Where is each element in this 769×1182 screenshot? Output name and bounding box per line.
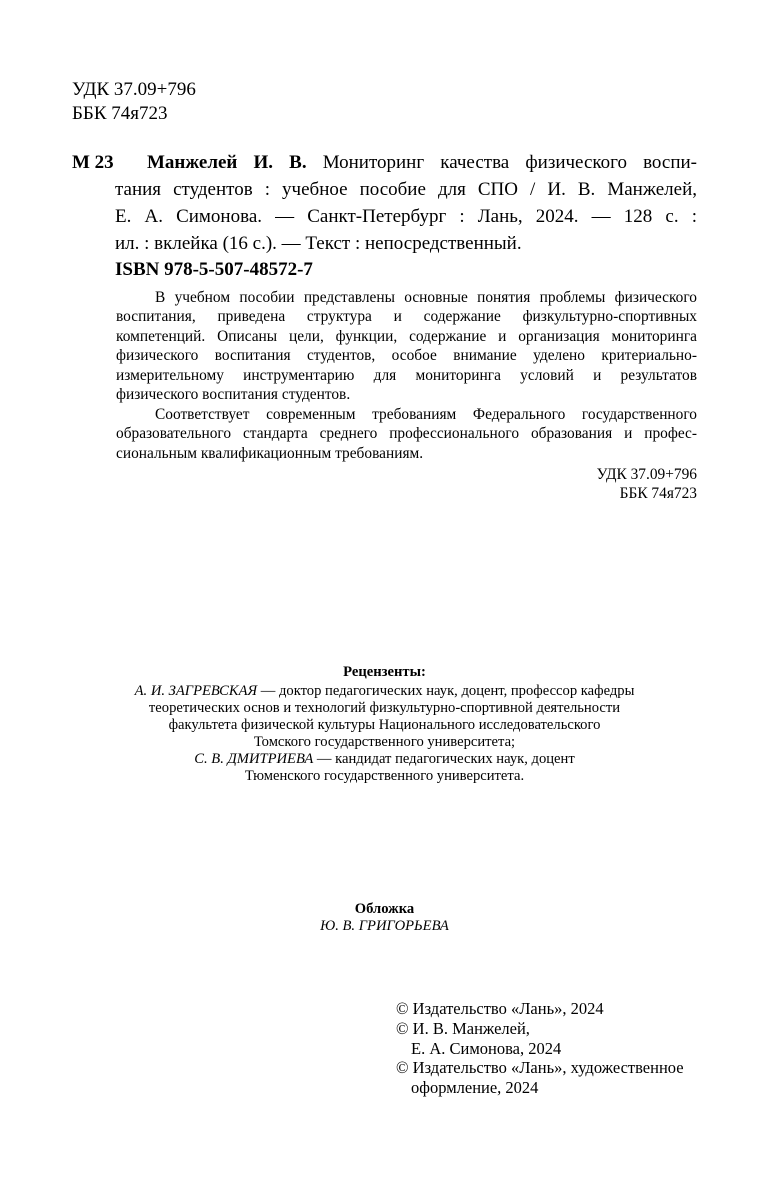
isbn: ISBN 978-5-507-48572-7: [115, 259, 313, 280]
abstract-line: воспитания, приведена структура и содержание физкультурно-спортивных: [116, 308, 697, 325]
cover-designer: Ю. В. ГРИГОРЬЕВА: [320, 918, 449, 934]
cover-heading: Обложка: [354, 901, 415, 917]
copyright-design-1: © Издательство «Лань», художественное: [396, 1058, 684, 1077]
reviewer-2-title: — кандидат педагогических наук, доцент: [313, 751, 575, 767]
abstract-line: физического воспитания студентов.: [116, 386, 351, 403]
abstract-udk: УДК 37.09+796: [596, 466, 697, 483]
abstract-line: образовательного стандарта среднего профессионального образования и профес-: [116, 425, 697, 442]
bibliographic-line-4: ил. : вклейка (16 с.). — Текст : непосредственный.: [115, 233, 522, 254]
reviewer-1-line-1: [0, 683, 769, 700]
bbk-code: ББК 74я723: [72, 103, 168, 124]
abstract-line: компетенций. Описаны цели, функции, содержание и организация мониторинга: [116, 328, 697, 345]
reviewer-1-line-2: теоретических основ и технологий физкультурно-спортивной деятельности: [148, 700, 621, 716]
copyright-author-2: Е. А. Симонова, 2024: [411, 1039, 562, 1058]
reviewer-1-line-3: факультета физической культуры Национального исследовательского: [168, 717, 601, 733]
author-name: Манжелей И. В.: [147, 152, 307, 173]
copyright-design-2: оформление, 2024: [411, 1078, 539, 1097]
abstract-bbk: ББК 74я723: [619, 485, 697, 502]
reviewer-2-line-1: [0, 751, 769, 768]
abstract-line: физического воспитания студентов, особое внимание уделено критериально-: [116, 347, 697, 364]
udk-code: УДК 37.09+796: [72, 79, 196, 100]
bibliographic-line-3: Е. А. Симонова. — Санкт-Петербург : Лань, 2024. — 128 с. :: [115, 206, 697, 227]
abstract-line: Соответствует современным требованиям Федерального государственного: [155, 406, 697, 423]
reviewer-1-line-4: Томского государственного университета;: [253, 734, 516, 750]
reviewer-2-line-2: Тюменского государственного университета.: [244, 768, 525, 784]
abstract-line: сиональным квалификационным требованиям.: [116, 445, 424, 462]
reviewer-1-name: А. И. ЗАГРЕВСКАЯ: [134, 683, 258, 699]
reviewer-1-title: — доктор педагогических наук, доцент, профессор кафедры: [257, 683, 635, 699]
copyright-author-1: © И. В. Манжелей,: [396, 1019, 530, 1038]
reviewer-2-name: С. В. ДМИТРИЕВА: [194, 751, 314, 767]
title-start: Мониторинг качества физического воспи-: [322, 152, 698, 173]
bibliographic-line-1: [147, 149, 697, 176]
copyright-publisher: © Издательство «Лань», 2024: [396, 999, 604, 1018]
reviewers-heading: Рецензенты:: [343, 664, 426, 680]
bibliographic-line-2: тания студентов : учебное пособие для СПО / И. В. Манжелей,: [115, 179, 697, 200]
author-mark: М 23: [72, 152, 114, 173]
abstract-line: измерительному инструментарию для мониторинга условий и результатов: [116, 367, 697, 384]
abstract-line: В учебном пособии представлены основные понятия проблемы физического: [155, 289, 697, 306]
